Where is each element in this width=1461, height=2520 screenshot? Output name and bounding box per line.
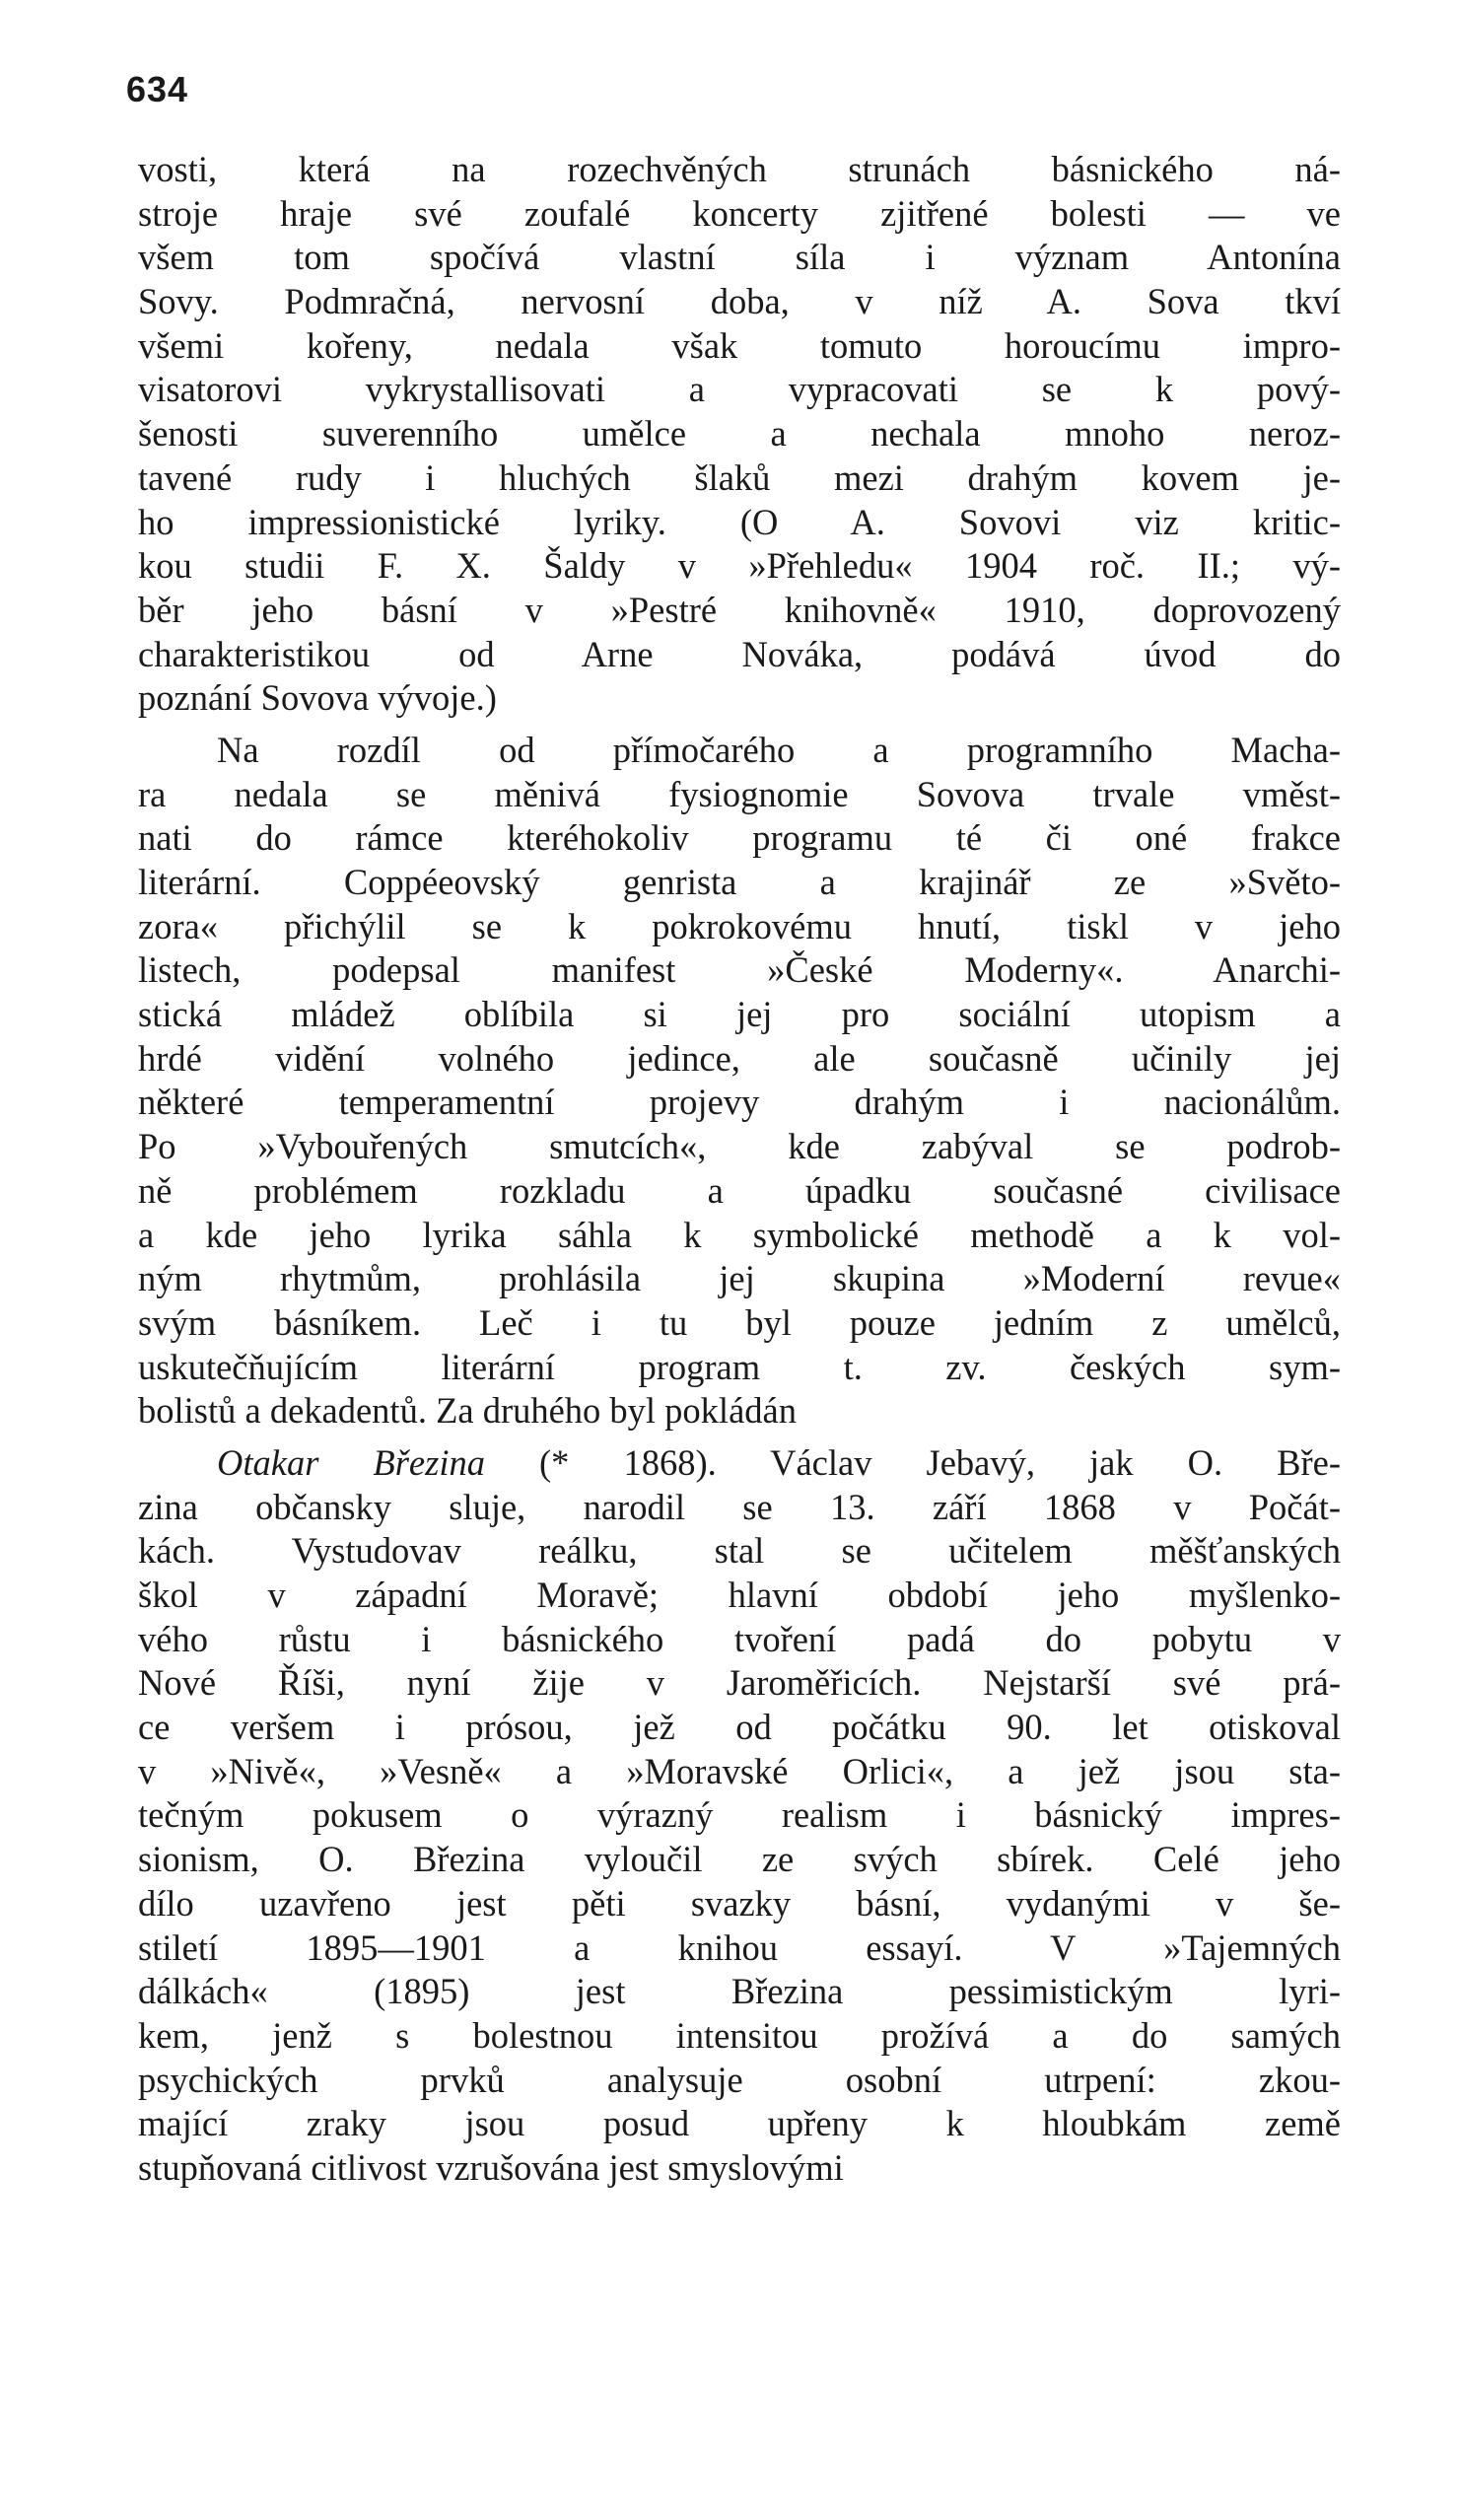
text-line: poznání Sovova vývoje.) [138,677,497,719]
text-line: zina občansky sluje, narodil se 13. září 1868 v Počát- [138,1486,1341,1527]
text-line: a kde jeho lyrika sáhla k symbolické methodě a k vol- [138,1214,1341,1255]
paragraph-gap [138,721,1341,729]
text-line: zora« přichýlil se k pokrokovému hnutí, tiskl v jeho [138,905,1341,946]
text-line: ně problémem rozkladu a úpadku současné civilisace [138,1169,1341,1211]
paragraph-1 [138,148,1341,721]
text-line: kou studii F. X. Šaldy v »Přehledu« 1904 roč. II.; vý- [138,545,1341,587]
text-line: Na rozdíl od přímočarého a programního Macha- [217,729,1341,770]
text-line: uskutečňujícím literární program t. zv. českých sym- [138,1346,1341,1387]
text-line: psychických prvků analysuje osobní utrpení: zkou- [138,2059,1341,2100]
text-line: tavené rudy i hluchých šlaků mezi drahým kovem je- [138,456,1341,498]
text-line: dílo uzavřeno jest pěti svazky básní, vydanými v še- [138,1882,1341,1924]
text-line: charakteristikou od Arne Nováka, podává úvod do [138,633,1341,674]
paragraph-3 [138,1441,1341,2191]
text-line: stroje hraje své zoufalé koncerty zjitřené bolesti — ve [138,192,1341,234]
text-line: kách. Vystudovav reálku, stal se učitelem měšťanských [138,1530,1341,1572]
text-line: tečným pokusem o výrazný realism i básnický impres- [138,1794,1341,1836]
text-line: některé temperamentní projevy drahým i nacionálům. [138,1082,1341,1123]
text-line: nati do rámce kteréhokoliv programu té či oné frakce [138,817,1341,859]
text-line: svým básníkem. Leč i tu byl pouze jedním z umělců, [138,1301,1341,1343]
paragraph-2 [138,729,1341,1434]
text-line: literární. Coppéeovský genrista a krajinář ze »Světo- [138,862,1341,902]
text-line: vosti, která na rozechvěných strunách básnického ná- [138,149,1341,189]
book-text [138,148,1341,2191]
text-line: mající zraky jsou posud upřeny k hloubkám země [138,2103,1341,2144]
paragraph-gap [138,1434,1341,1441]
text-line: stiletí 1895—1901 a knihou essayí. V »Tajemných [138,1926,1341,1968]
text-line: šenosti suverenního umělce a nechala mnoho neroz- [138,413,1341,455]
text-line: sionism, O. Březina vyloučil ze svých sbírek. Celé jeho [138,1839,1341,1880]
text-line: Otakar Březina (* 1868). Václav Jebavý, jak O. Bře- [217,1441,1341,1483]
text-line: ce veršem i prósou, jež od počátku 90. let otiskoval [138,1707,1341,1748]
page-number: 634 [126,69,189,109]
text-line: kem, jenž s bolestnou intensitou prožívá a do samých [138,2014,1341,2056]
text-line: škol v západní Moravě; hlavní období jeho myšlenko- [138,1575,1341,1615]
text-line: stická mládež oblíbila si jej pro sociální utopism a [138,994,1341,1035]
text-line: ho impressionistické lyriky. (O A. Sovovi viz kritic- [138,501,1341,542]
text-line: dálkách« (1895) jest Březina pessimistickým lyri- [138,1971,1341,2012]
text-line: všem tom spočívá vlastní síla i význam Antonína [138,237,1341,278]
text-line: všemi kořeny, nedala však tomuto horoucímu impro- [138,324,1341,366]
text-line: listech, podepsal manifest »České Moderny«. Anarchi- [138,949,1341,991]
text-line: ra nedala se měnivá fysiognomie Sovova trvale vměst- [138,773,1341,814]
text-line: Po »Vybouřených smutcích«, kde zabýval se podrob- [138,1126,1341,1167]
text-line: stupňovaná citlivost vzrušována jest smyslovými [138,2146,844,2188]
text-line: běr jeho básní v »Pestré knihovně« 1910, doprovozený [138,589,1341,630]
text-line: v »Nivě«, »Vesně« a »Moravské Orlici«, a jež jsou sta- [138,1750,1341,1791]
text-line: Sovy. Podmračná, nervosní doba, v níž A. Sova tkví [138,281,1341,322]
text-line: Nové Říši, nyní žije v Jaroměřicích. Nejstarší své prá- [138,1662,1341,1704]
text-line: bolistů a dekadentů. Za druhého byl pokládán [138,1390,797,1432]
author-name: Otakar Březina [217,1441,485,1483]
text-line: ným rhytmům, prohlásila jej skupina »Moderní revue« [138,1258,1341,1299]
text-line: hrdé vidění volného jedince, ale současně učinily jej [138,1037,1341,1079]
text-line: vého růstu i básnického tvoření padá do pobytu v [138,1618,1341,1659]
text-line: visatorovi vykrystallisovati a vypracovati se k pový- [138,369,1341,410]
